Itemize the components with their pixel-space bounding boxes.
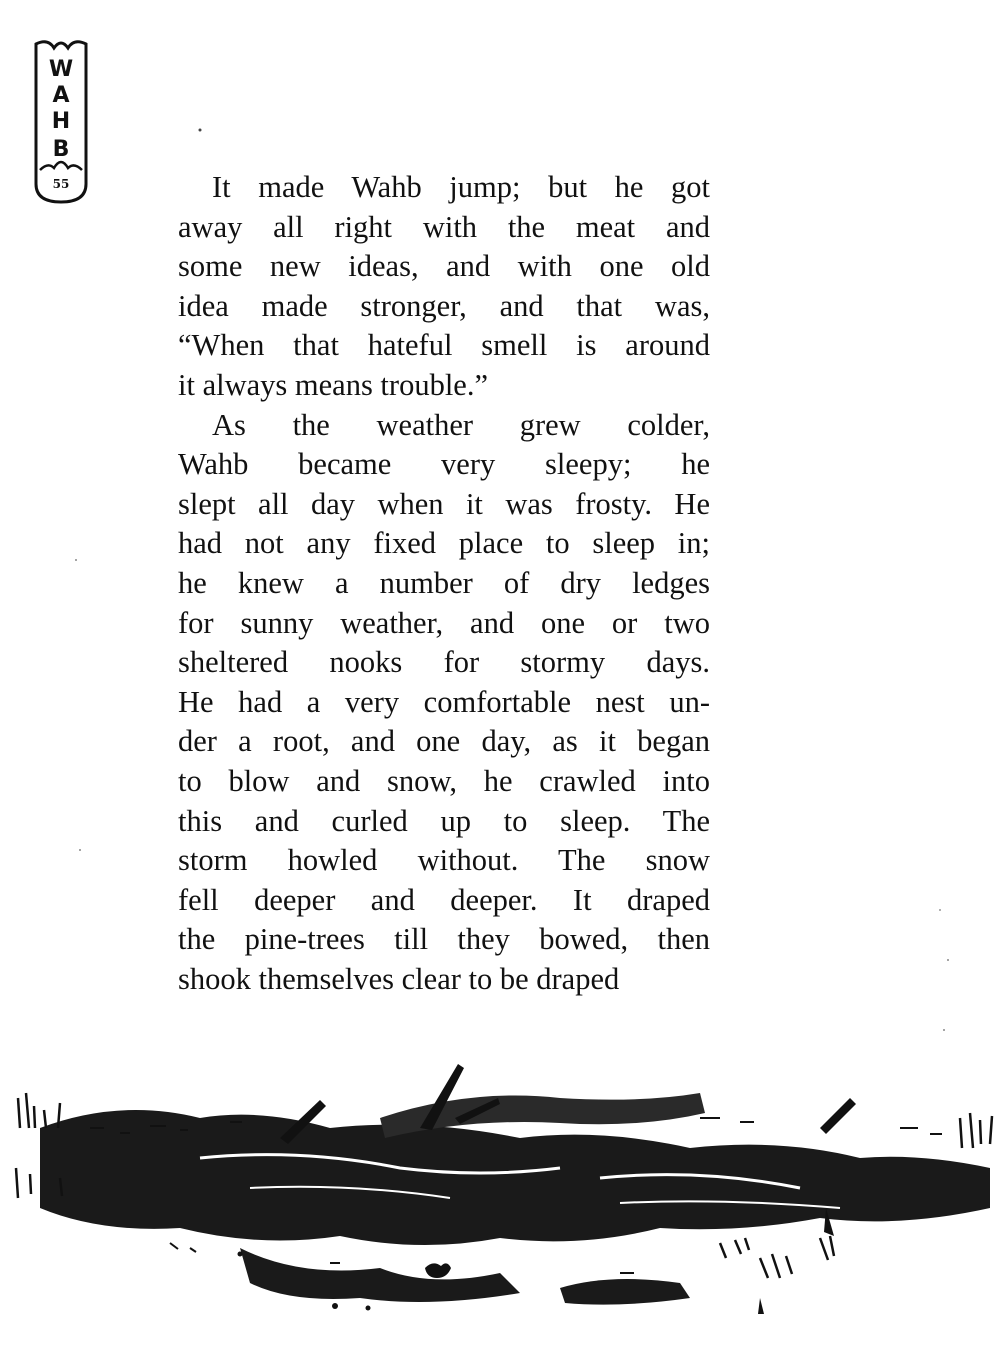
text-line: der a root, and one day, as it began	[178, 724, 710, 759]
text-line: sheltered nooks for stormy days.	[178, 645, 710, 680]
text-line: idea made stronger, and that was,	[178, 288, 710, 323]
paragraph	[178, 168, 710, 406]
text-line: this and curled up to sleep. The	[178, 803, 710, 838]
text-line: storm howled without. The snow	[178, 843, 710, 878]
badge-letter: B	[52, 137, 70, 162]
text-line: some new ideas, and with one old	[178, 249, 710, 284]
text-line: it always means trouble.”	[178, 367, 488, 402]
badge-letter: W	[48, 57, 74, 82]
badge-letter: A	[52, 83, 70, 108]
text-line: had not any fixed place to sleep in;	[178, 526, 710, 561]
text-line: shook themselves clear to be draped	[178, 961, 620, 996]
text-line: Wahb became very sleepy; he	[178, 447, 710, 482]
text-line: As the weather grew colder,	[212, 407, 710, 442]
bird	[425, 1263, 451, 1278]
text-line: he knew a number of dry ledges	[178, 565, 710, 600]
text-line: slept all day when it was frosty. He	[178, 486, 710, 521]
text-line: fell deeper and deeper. It draped	[178, 882, 710, 917]
page-number: 55	[52, 177, 70, 191]
text-line: for sunny weather, and one or two	[178, 605, 710, 640]
text-line: away all right with the meat and	[178, 209, 710, 244]
body-text	[178, 168, 710, 999]
badge-letter: H	[51, 109, 71, 134]
text-line: to blow and snow, he crawled into	[178, 763, 710, 798]
paragraph	[178, 406, 710, 1000]
snow-landscape-illustration	[0, 1058, 1000, 1348]
running-head-badge	[30, 36, 92, 206]
text-line: It made Wahb jump; but he got	[212, 170, 710, 204]
branch	[820, 1098, 856, 1134]
text-line: He had a very comfortable nest un-	[178, 684, 710, 719]
text-line: “When that hateful smell is around	[178, 328, 710, 363]
text-line: the pine-trees till they bowed, then	[178, 922, 710, 957]
